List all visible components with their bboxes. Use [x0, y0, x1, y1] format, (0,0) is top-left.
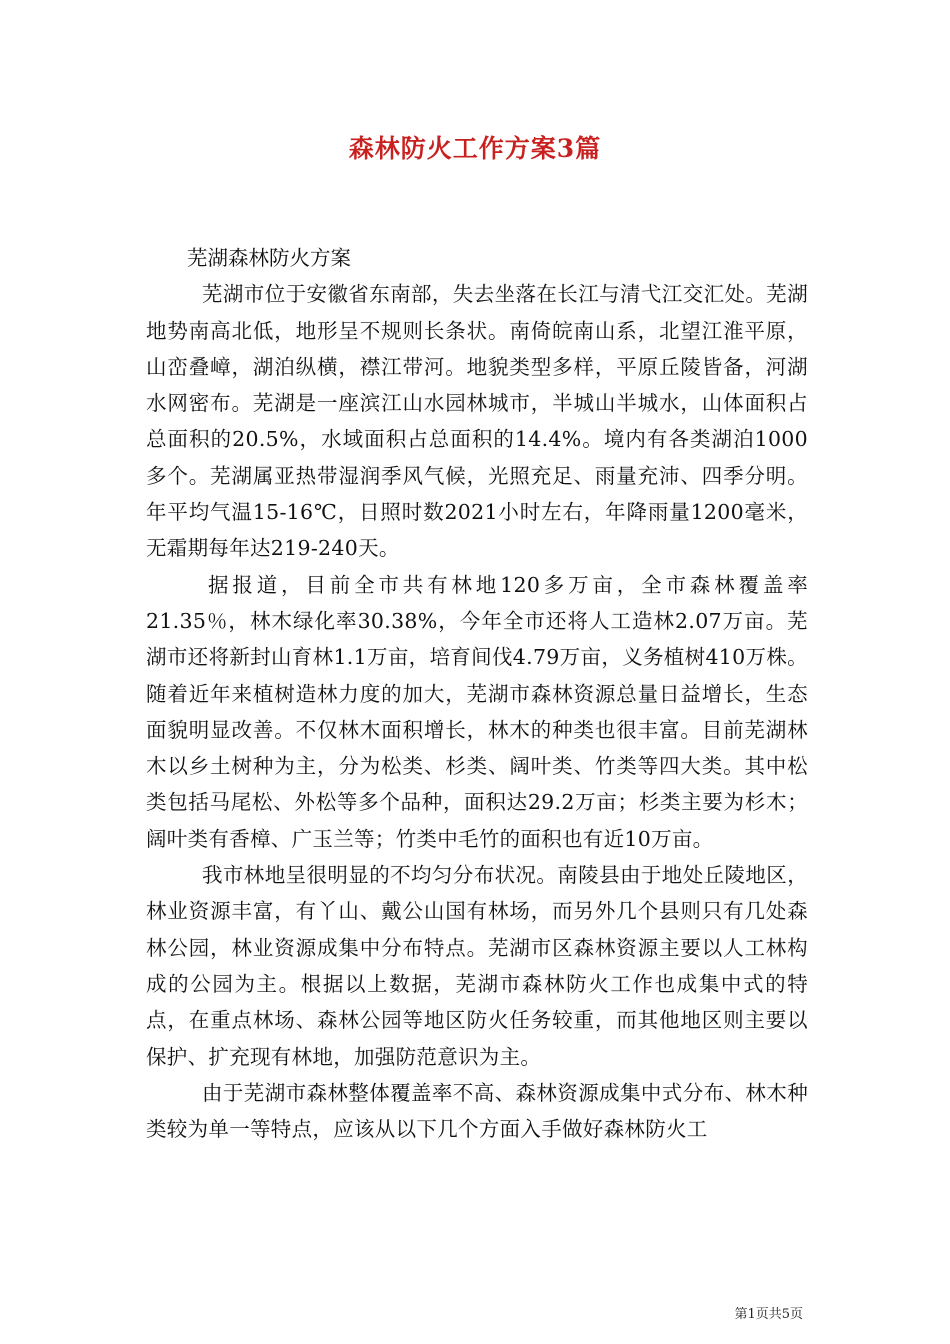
paragraph-geography: 芜湖市位于安徽省东南部，失去坐落在长江与清弋江交汇处。芜湖地势南高北低，地形呈不规则长条状。南倚皖南山系，北望江淮平原，山峦叠嶂，湖泊纵横，襟江带河。地貌类型多样，平原丘陵皆备，河湖水网密布。芜湖是一座滨江山水园林城市，半城山半城水，山体面积占总面积的20.5%，水域面积占总面积的14.4%。境内有各类湖泊1000多个。芜湖属亚热带湿润季风气候，光照充足、雨量充沛、四季分明。年平均气温15-16℃，日照时数2021小时左右，年降雨量1200毫米，无霜期每年达219-240天。 [146, 282, 808, 561]
page-number: 第1页共5页 [734, 1307, 803, 1322]
document-body [146, 240, 808, 1147]
paragraph-distribution: 我市林地呈很明显的不均匀分布状况。南陵县由于地处丘陵地区，林业资源丰富，有丫山、戴公山国有林场，而另外几个县则只有几处森林公园，林业资源成集中分布特点。芜湖市区森林资源主要以人工林构成的公园为主。根据以上数据，芜湖市森林防火工作也成集中式的特点，在重点林场、森林公园等地区防火任务较重，而其他地区则主要以保护、扩充现有林地，加强防范意识为主。 [146, 863, 808, 1069]
paragraph-forest-statistics: 据报道，目前全市共有林地120多万亩，全市森林覆盖率21.35％，林木绿化率30.38%，今年全市还将人工造林2.07万亩。芜湖市还将新封山育林1.1万亩，培育间伐4.79万亩，义务植树410万株。随着近年来植树造林力度的加大，芜湖市森林资源总量日益增长，生态面貌明显改善。不仅林木面积增长，林木的种类也很丰富。目前芜湖林木以乡土树种为主，分为松类、杉类、阔叶类、竹类等四大类。其中松类包括马尾松、外松等多个品种，面积达29.2万亩；杉类主要为杉木；阔叶类有香樟、广玉兰等；竹类中毛竹的面积也有近10万亩。 [146, 572, 808, 851]
paragraph-measures: 由于芜湖市森林整体覆盖率不高、森林资源成集中式分布、林木种类较为单一等特点，应该从以下几个方面入手做好森林防火工 [146, 1080, 808, 1142]
document-title: 森林防火工作方案3篇 [348, 134, 602, 163]
section-subtitle: 芜湖森林防火方案 [187, 246, 351, 270]
